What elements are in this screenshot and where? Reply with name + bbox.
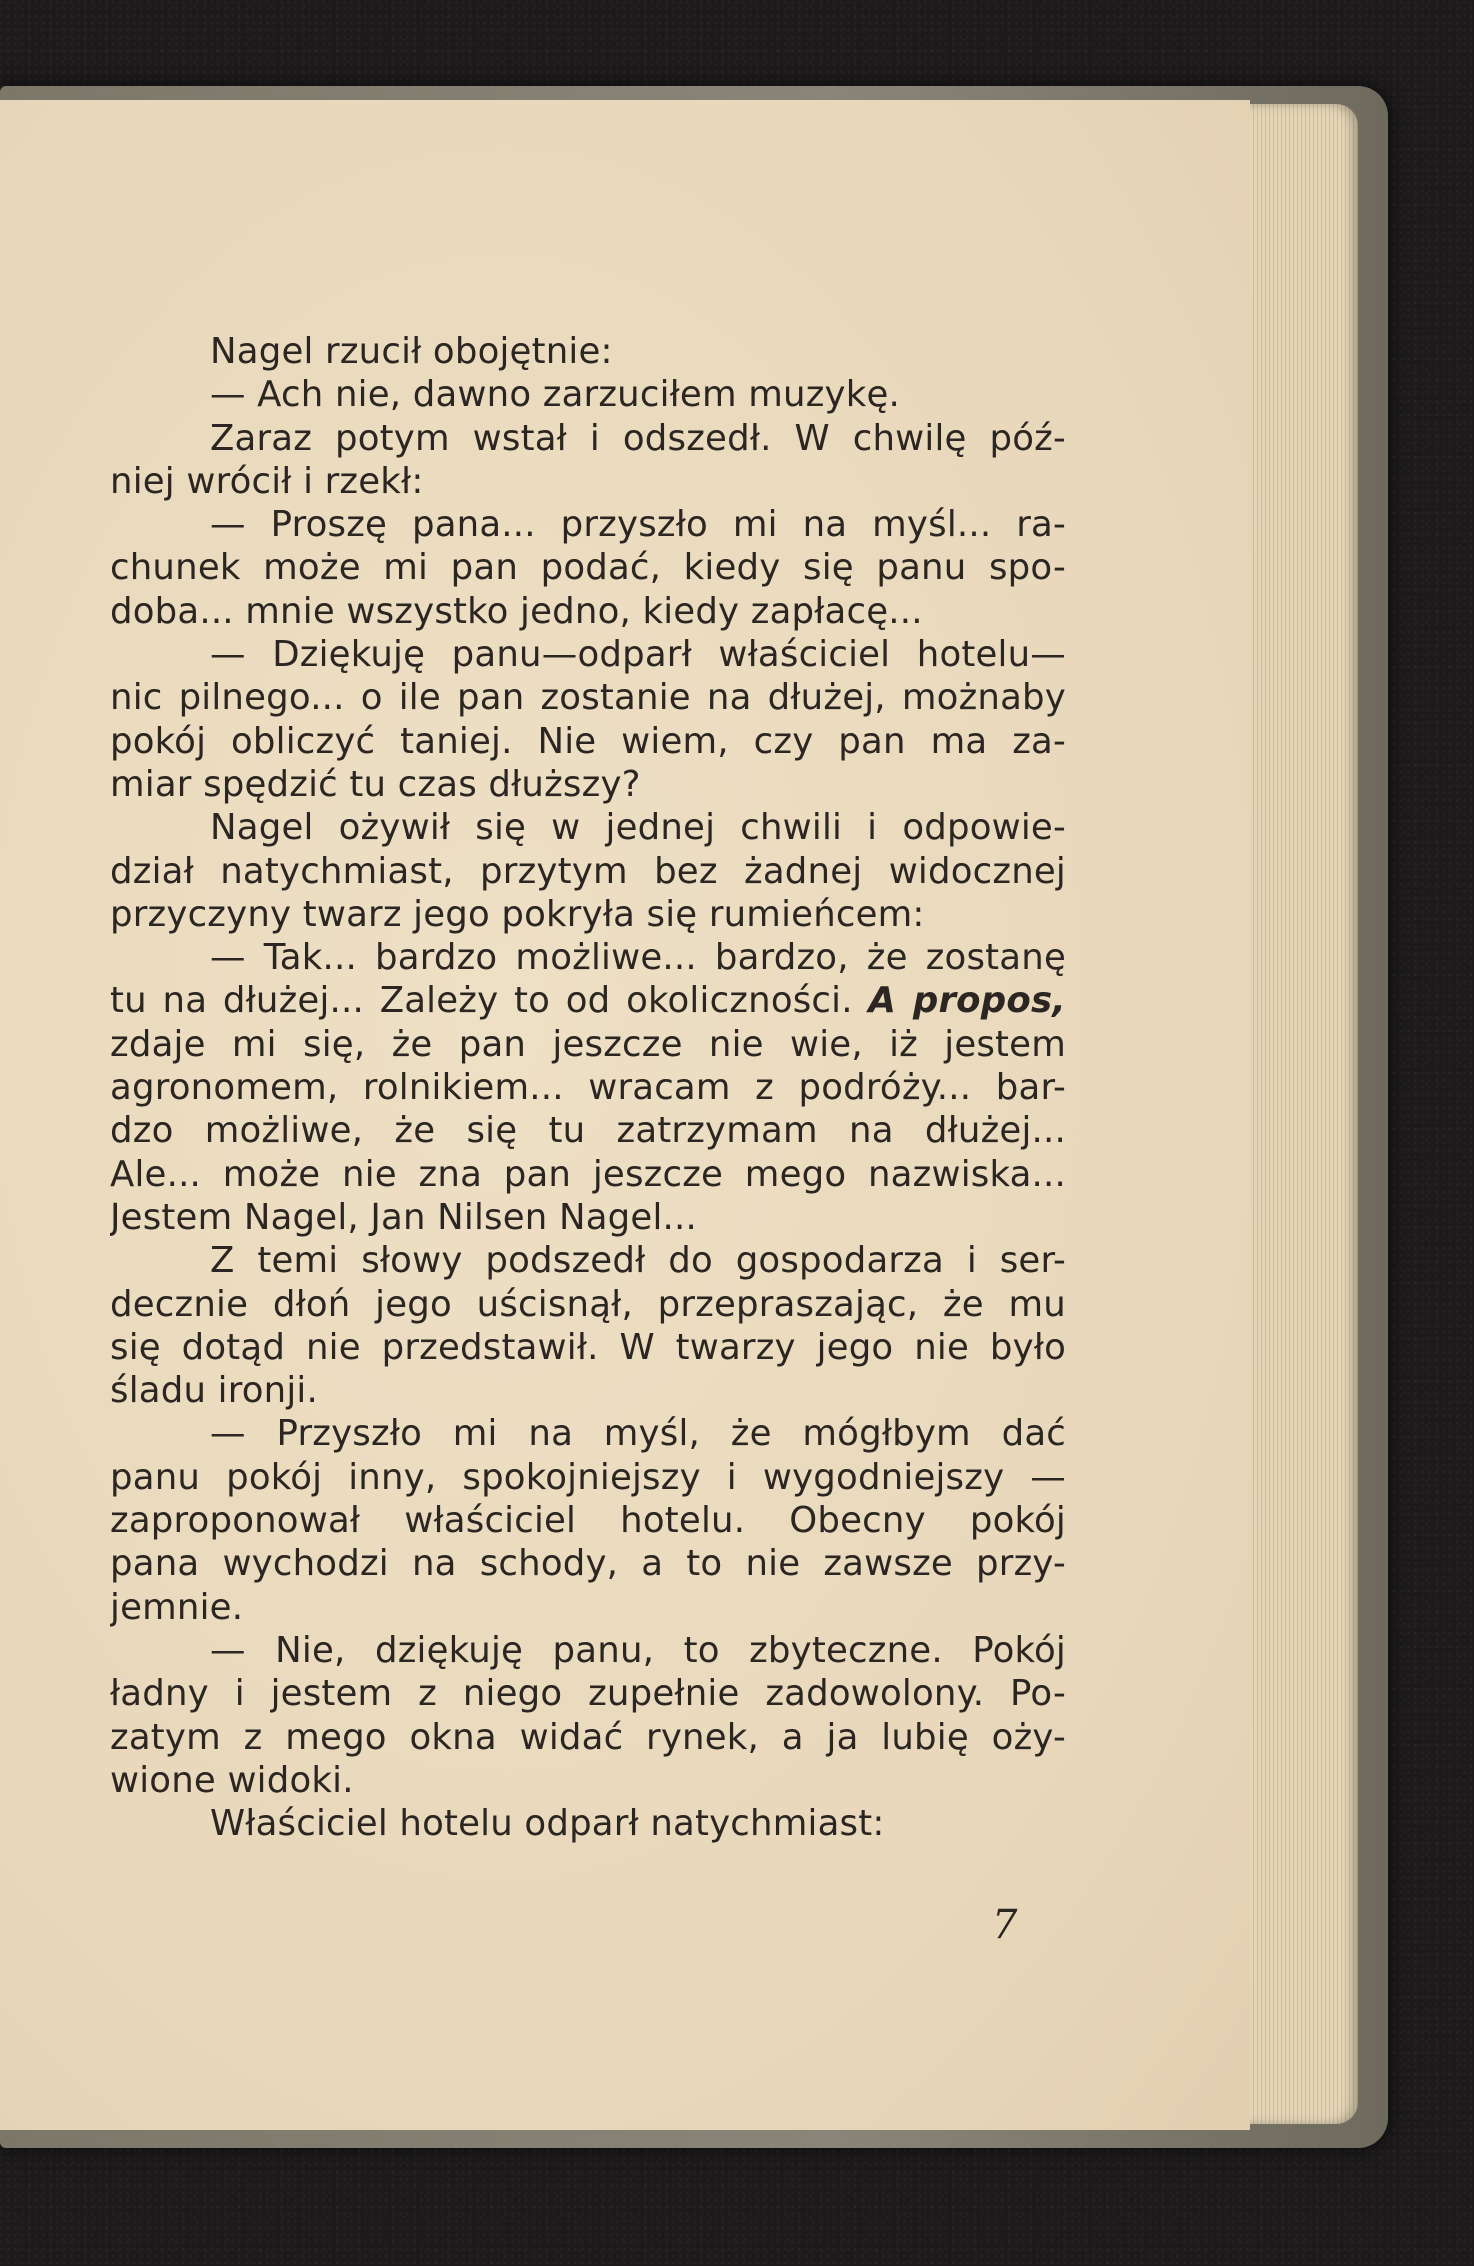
text-line: — Proszę pana... przyszło mi na myśl... ra- [210,504,1066,546]
text-line: — Nie, dziękuję panu, to zbyteczne. Pokój [210,1629,1066,1671]
text-line: doba... mnie wszystko jedno, kiedy zapłacę... [110,590,923,632]
text-line: decznie dłoń jego uścisnął, przepraszając, że mu [110,1283,1066,1325]
text-line: — Ach nie, dawno zarzuciłem muzykę. [210,374,901,416]
text-line: agronomem, rolnikiem... wracam z podróży... bar- [110,1067,1066,1109]
text-line: Ale... może nie zna pan jeszcze mego nazwiska... [110,1153,1066,1195]
text-line: Zaraz potym wstał i odszedł. W chwilę póź- [210,417,1066,459]
emphasis-text: A propos, [868,980,1066,1022]
text-line: się dotąd nie przedstawił. W twarzy jego nie było [110,1326,1066,1368]
text-line: — Przyszło mi na myśl, że mógłbym dać [210,1413,1066,1455]
text-line: zatym z mego okna widać rynek, a ja lubię oży- [110,1716,1066,1758]
text-line: dzo możliwe, że się tu zatrzymam na dłużej... [110,1110,1066,1152]
text-line: Jestem Nagel, Jan Nilsen Nagel... [110,1196,697,1238]
text-line: miar spędzić tu czas dłuższy? [110,763,641,805]
text-line: zdaje mi się, że pan jeszcze nie wie, iż jestem [110,1023,1066,1065]
text-line: panu pokój inny, spokojniejszy i wygodniejszy — [110,1456,1066,1498]
text-line: ładny i jestem z niego zupełnie zadowolony. Po- [110,1673,1066,1715]
text-line: Nagel rzucił obojętnie: [210,331,613,372]
text-line: dział natychmiast, przytym bez żadnej widocznej [110,850,1066,892]
text-line: jemnie. [110,1586,244,1628]
text-line: Nagel ożywił się w jednej chwili i odpowie- [210,807,1066,849]
text-line: chunek może mi pan podać, kiedy się panu spo- [110,547,1066,589]
text-line: Właściciel hotelu odparł natychmiast: [210,1803,885,1845]
page-edges [1238,104,1358,2124]
text-line: śladu ironji. [110,1370,318,1412]
text-line: przyczyny twarz jego pokryła się rumieńcem: [110,893,925,935]
text-line: nic pilnego... o ile pan zostanie na dłużej, możnaby [110,677,1066,719]
text-line: — Dziękuję panu—odparł właściciel hotelu— [210,634,1066,676]
page-text [110,330,1066,1845]
text-line: zaproponował właściciel hotelu. Obecny pokój [110,1500,1066,1542]
text-line: niej wrócił i rzekł: [110,460,424,502]
text-line: Z temi słowy podszedł do gospodarza i ser- [210,1240,1066,1282]
text-line: tu na dłużej... Zależy to od okoliczności. A propos, [110,980,1066,1022]
text-line: pana wychodzi na schody, a to nie zawsze przy- [110,1543,1066,1585]
page-number: 7 [992,1902,1018,1948]
text-line: pokój obliczyć taniej. Nie wiem, czy pan ma za- [110,720,1066,762]
text-line: wione widoki. [110,1759,354,1801]
text-line: — Tak... bardzo możliwe... bardzo, że zostanę [210,937,1066,979]
